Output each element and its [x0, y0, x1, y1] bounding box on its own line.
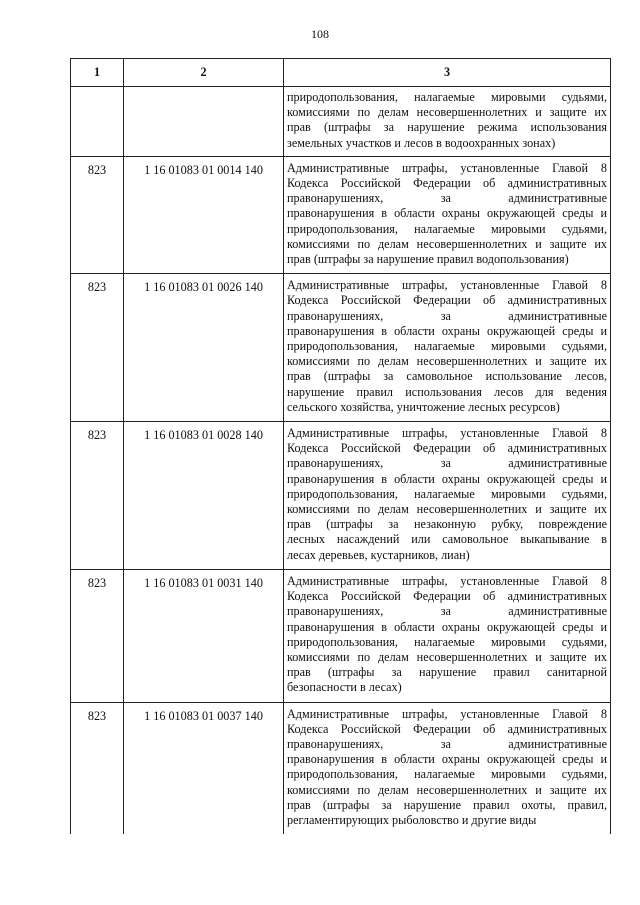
- budget-code-cell: 1 16 01083 01 0026 140: [124, 274, 284, 422]
- admin-code-cell: 823: [71, 422, 124, 570]
- description-line: Административные штрафы, установленные Главой 8: [287, 278, 607, 293]
- description-line: лесах деревьев, кустарников, лиан): [287, 547, 470, 562]
- description-cell: [284, 569, 611, 702]
- column-header-1: 1: [71, 59, 124, 87]
- description-line: Кодекса Российской Федерации об административных: [287, 589, 607, 604]
- description-line: прав (штрафы за нарушение правил охоты, правил,: [287, 797, 607, 812]
- description-line: правонарушениях, за административные: [287, 736, 607, 751]
- description-line: Административные штрафы, установленные Главой 8: [287, 573, 607, 588]
- table-header-row: [71, 59, 611, 87]
- description-line: правонарушениях, за административные: [287, 456, 607, 471]
- description-line: сельского хозяйства, уничтожение лесных ресурсов): [287, 399, 560, 414]
- description-line: прав (штрафы за нарушение правил санитарной: [287, 665, 607, 680]
- description-cell: [284, 422, 611, 570]
- description-line: Административные штрафы, установленные Главой 8: [287, 426, 607, 441]
- description-line: Кодекса Российской Федерации об административных: [287, 293, 607, 308]
- admin-code-cell: 823: [71, 702, 124, 834]
- table-row: [71, 569, 611, 702]
- table-body: [71, 87, 611, 835]
- description-line: правонарушениях, за административные: [287, 604, 607, 619]
- admin-code-cell: [71, 87, 124, 157]
- budget-code-table: [70, 58, 611, 834]
- description-line: Кодекса Российской Федерации об административных: [287, 176, 607, 191]
- description-line: лесных насаждений или самовольное выкапывание в: [287, 532, 607, 547]
- description-line: правонарушения в области охраны окружающей среды и: [287, 619, 607, 634]
- description-line: нарушение правил использования лесов для ведения: [287, 384, 607, 399]
- budget-code-cell: 1 16 01083 01 0028 140: [124, 422, 284, 570]
- description-line: правонарушениях, за административные: [287, 308, 607, 323]
- description-line: прав (штрафы за нарушение правил водопользования): [287, 252, 569, 267]
- column-header-3: 3: [284, 59, 611, 87]
- budget-code-cell: [124, 87, 284, 157]
- description-line: Административные штрафы, установленные Главой 8: [287, 160, 607, 175]
- description-line: прав (штрафы за нарушение режима использования: [287, 120, 607, 135]
- table-row: [71, 422, 611, 570]
- description-line: комиссиями по делам несовершеннолетних и защите их: [287, 236, 607, 251]
- description-line: комиссиями по делам несовершеннолетних и защите их: [287, 354, 607, 369]
- budget-code-cell: 1 16 01083 01 0037 140: [124, 702, 284, 834]
- table-row: [71, 274, 611, 422]
- description-line: правонарушения в области охраны окружающей среды и: [287, 471, 607, 486]
- budget-code-cell: 1 16 01083 01 0014 140: [124, 156, 284, 273]
- description-line: комиссиями по делам несовершеннолетних и защите их: [287, 502, 607, 517]
- description-line: природопользования, налагаемые мировыми судьями,: [287, 767, 607, 782]
- description-line: Кодекса Российской Федерации об административных: [287, 441, 607, 456]
- description-line: правонарушения в области охраны окружающей среды и: [287, 323, 607, 338]
- column-header-2: 2: [124, 59, 284, 87]
- admin-code-cell: 823: [71, 569, 124, 702]
- table-row: [71, 702, 611, 834]
- description-cell: [284, 274, 611, 422]
- table-row: [71, 156, 611, 273]
- description-line: природопользования, налагаемые мировыми судьями,: [287, 90, 607, 104]
- description-line: земельных участков и лесов в водоохранных зонах): [287, 135, 556, 150]
- description-line: природопользования, налагаемые мировыми судьями,: [287, 634, 607, 649]
- description-line: правонарушения в области охраны окружающей среды и: [287, 752, 607, 767]
- description-line: регламентирующих рыболовство и другие виды: [287, 812, 537, 827]
- table-row: [71, 87, 611, 157]
- description-cell: [284, 87, 611, 157]
- description-cell: [284, 156, 611, 273]
- admin-code-cell: 823: [71, 156, 124, 273]
- description-line: природопользования, налагаемые мировыми судьями,: [287, 221, 607, 236]
- description-line: Административные штрафы, установленные Главой 8: [287, 706, 607, 721]
- description-line: прав (штрафы за незаконную рубку, повреждение: [287, 517, 607, 532]
- admin-code-cell: 823: [71, 274, 124, 422]
- page-number: 108: [311, 27, 329, 41]
- description-line: прав (штрафы за самовольное использование лесов,: [287, 369, 607, 384]
- budget-code-cell: 1 16 01083 01 0031 140: [124, 569, 284, 702]
- description-line: комиссиями по делам несовершеннолетних и защите их: [287, 105, 607, 120]
- description-line: Кодекса Российской Федерации об административных: [287, 721, 607, 736]
- description-line: комиссиями по делам несовершеннолетних и защите их: [287, 649, 607, 664]
- description-cell: [284, 702, 611, 834]
- description-line: безопасности в лесах): [287, 680, 402, 695]
- description-line: природопользования, налагаемые мировыми судьями,: [287, 339, 607, 354]
- description-line: правонарушениях, за административные: [287, 191, 607, 206]
- description-line: комиссиями по делам несовершеннолетних и защите их: [287, 782, 607, 797]
- description-line: природопользования, налагаемые мировыми судьями,: [287, 486, 607, 501]
- description-line: правонарушения в области охраны окружающей среды и: [287, 206, 607, 221]
